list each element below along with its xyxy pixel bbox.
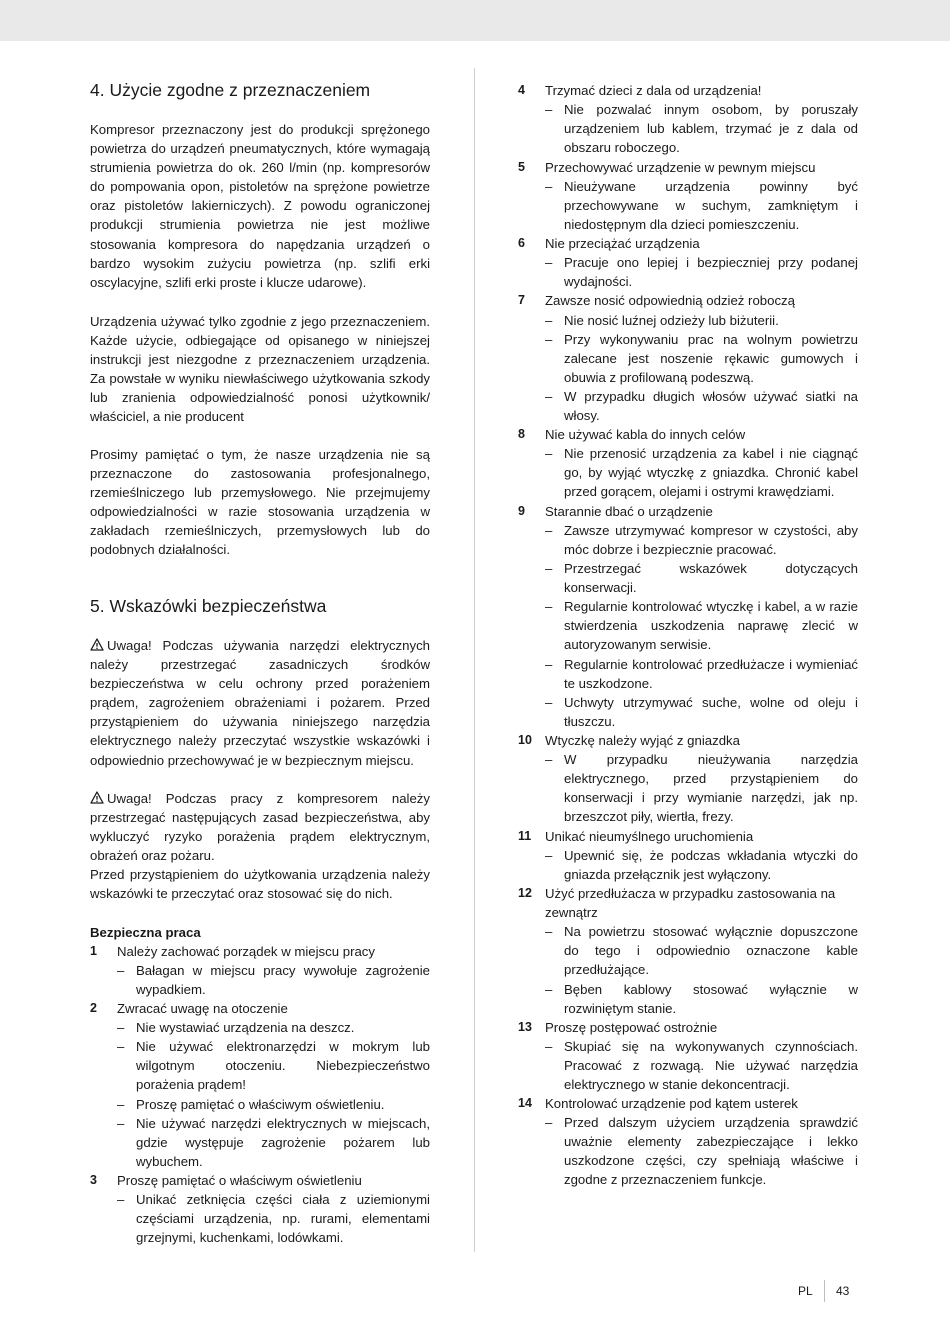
section-5-heading: 5. Wskazówki bezpieczeństwa bbox=[90, 596, 327, 616]
item-title: Nie przeciążać urządzenia bbox=[545, 236, 700, 251]
item-title: Przechowywać urządzenie w pewnym miejscu bbox=[545, 160, 816, 175]
item-number: 5 bbox=[518, 160, 525, 174]
item-title: Unikać nieumyślnego uruchomienia bbox=[545, 829, 754, 844]
warning-label: Uwaga! bbox=[107, 638, 152, 653]
usage-paragraph-2: Urządzenia używać tylko zgodnie z jego przeznaczeniem. Każde użycie, odbiegające od opisanego w niniejszej instrukcji jest niezgodne z przeznaczeniem urządzenia. Za powstałe w wyniku niewłaściwego użytkowania szkody lub zranienia odpowiedzialność ponosi użytkownik/ właściciel, a nie producent bbox=[90, 314, 430, 425]
item-title: Proszę pamiętać o właściwym oświetleniu bbox=[117, 1173, 362, 1188]
footer-language: PL bbox=[798, 1284, 813, 1298]
item-title: Wtyczkę należy wyjąć z gniazdka bbox=[545, 733, 740, 748]
warning-text-1: Podczas używania narzędzi elektrycznych należy przestrzegać zasadniczych środków bezpieczeństwa w celu ochrony przed porażeniem prądem, zagrożeniem obrażeniami i pożarem. Przed przystąpieniem do używania niniejszego narzędzia elektrycznego należy przeczytać wszystkie wskazówki i odpowiednio przechowywać je w bezpiecznym miejscu. bbox=[90, 638, 430, 768]
item-number: 6 bbox=[518, 236, 525, 250]
item-title: Kontrolować urządzenie pod kątem usterek bbox=[545, 1096, 798, 1111]
footer-separator bbox=[824, 1280, 825, 1302]
item-number: 14 bbox=[518, 1096, 532, 1110]
item-number: 13 bbox=[518, 1020, 532, 1034]
item-title: Trzymać dzieci z dala od urządzenia! bbox=[545, 83, 762, 98]
warning-paragraph-2 bbox=[90, 789, 430, 865]
item-number: 2 bbox=[90, 1001, 97, 1015]
warning-triangle-icon bbox=[90, 637, 104, 650]
warning-text-2: Podczas pracy z kompresorem należy przestrzegać następujących zasad bezpieczeństwa, aby wykluczyć ryzyko porażenia prądem elektrycznym, obrażeń oraz pożaru. bbox=[90, 791, 430, 864]
item-number: 4 bbox=[518, 83, 525, 97]
page-number: 43 bbox=[836, 1284, 850, 1298]
safe-work-subheading: Bezpieczna praca bbox=[90, 925, 201, 940]
item-number: 11 bbox=[518, 829, 532, 843]
usage-paragraph-1: Kompresor przeznaczony jest do produkcji sprężonego powietrza do urządzeń pneumatycznych, które wymagają strumienia powietrza do ok. 260 l/min (np. kompresorów do pompowania opon, pistoletów na sprężone powietrze oraz pistoletów lakierniczych). Z powodu ograniczonej produkcji strumienia powietrza nie jest możliwe stosowania kompresora do napędzania urządzeń o bardzo wysokim zużyciu powietrza (np. szlifi erki oscylacyjne, szlifi erki proste i klucze udarowe). bbox=[90, 122, 430, 290]
usage-paragraph-3: Prosimy pamiętać o tym, że nasze urządzenia nie są przeznaczone do zastosowania profesjonalnego, rzemieślniczego lub przemysłowego. Nie przejmujemy odpowiedzialności w razie stosowania urządzenia w zakładach rzemieślniczych, przemysłowych lub do podobnych działalności. bbox=[90, 447, 430, 558]
warning-paragraph-2b: Przed przystąpieniem do użytkowania urządzenia należy wskazówki te przeczytać oraz stosować się do nich. bbox=[90, 867, 430, 902]
warning-label: Uwaga! bbox=[107, 791, 152, 806]
item-title: Zwracać uwagę na otoczenie bbox=[117, 1001, 288, 1016]
warning-triangle-icon bbox=[90, 790, 104, 803]
column-divider bbox=[474, 68, 475, 1252]
item-number: 10 bbox=[518, 733, 532, 747]
item-title: Starannie dbać o urządzenie bbox=[545, 504, 713, 519]
item-title: Proszę postępować ostrożnie bbox=[545, 1020, 718, 1035]
item-number: 3 bbox=[90, 1173, 97, 1187]
item-title: Należy zachować porządek w miejscu pracy bbox=[117, 944, 375, 959]
item-number: 1 bbox=[90, 944, 97, 958]
item-title: Zawsze nosić odpowiednią odzież roboczą bbox=[545, 293, 795, 308]
section-4-heading: 4. Użycie zgodne z przeznaczeniem bbox=[90, 80, 371, 100]
item-number: 12 bbox=[518, 886, 532, 900]
item-number: 7 bbox=[518, 293, 525, 307]
item-number: 8 bbox=[518, 427, 525, 441]
item-number: 9 bbox=[518, 504, 525, 518]
item-title: Użyć przedłużacza w przypadku zastosowania na zewnątrz bbox=[545, 886, 836, 921]
top-band bbox=[0, 0, 950, 41]
item-title: Nie używać kabla do innych celów bbox=[545, 427, 746, 442]
warning-paragraph-1 bbox=[90, 636, 430, 770]
